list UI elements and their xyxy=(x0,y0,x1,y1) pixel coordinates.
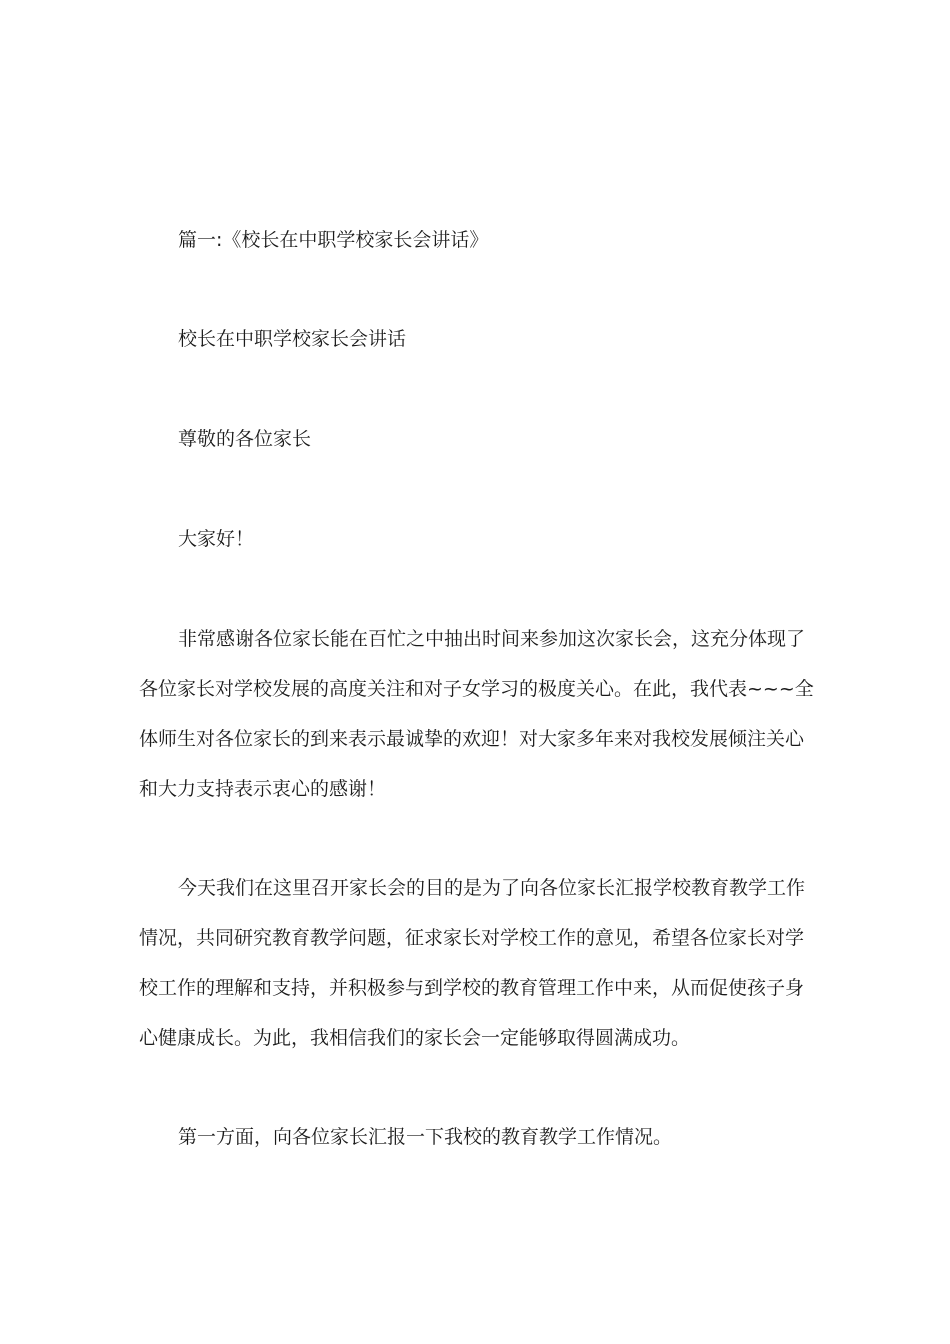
paragraph-purpose xyxy=(139,863,813,1063)
document-title: 校长在中职学校家长会讲话 xyxy=(178,328,407,350)
paragraph-thanks xyxy=(139,614,813,814)
section-first-aspect: 第一方面，向各位家长汇报一下我校的教育教学工作情况。 xyxy=(178,1126,673,1148)
paragraph-line: 和大力支持表示衷心的感谢！ xyxy=(139,778,387,800)
paragraph-line: 今天我们在这里召开家长会的目的是为了向各位家长汇报学校教育教学工作 xyxy=(178,877,806,899)
paragraph-line: 情况，共同研究教育教学问题，征求家长对学校工作的意见，希望各位家长对学 xyxy=(139,927,805,949)
greeting: 大家好！ xyxy=(178,528,255,550)
paragraph-line: 心健康成长。为此，我相信我们的家长会一定能够取得圆满成功。 xyxy=(139,1027,691,1049)
document-heading: 篇一:《校长在中职学校家长会讲话》 xyxy=(178,229,489,251)
paragraph-line: 体师生对各位家长的到来表示最诚挚的欢迎！对大家多年来对我校发展倾注关心 xyxy=(139,728,805,750)
paragraph-line: 非常感谢各位家长能在百忙之中抽出时间来参加这次家长会，这充分体现了 xyxy=(178,628,806,650)
paragraph-line: 校工作的理解和支持，并积极参与到学校的教育管理工作中来，从而促使孩子身 xyxy=(139,977,805,999)
paragraph-line: 各位家长对学校发展的高度关注和对子女学习的极度关心。在此，我代表~~~全 xyxy=(139,678,814,700)
salutation: 尊敬的各位家长 xyxy=(178,428,312,450)
